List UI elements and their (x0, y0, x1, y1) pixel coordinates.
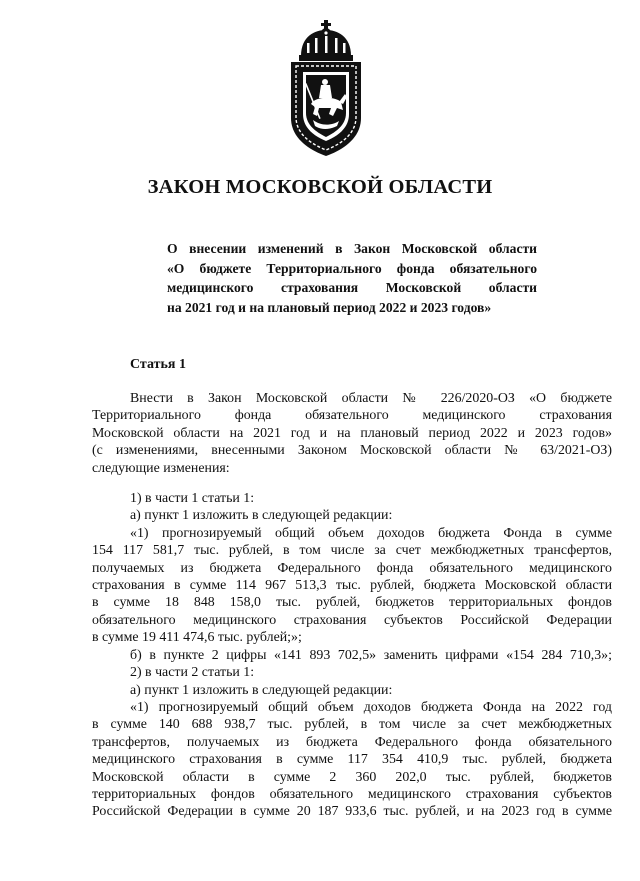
body-line: в сумме 19 411 474,6 тыс. рублей;»; (92, 630, 302, 646)
law-subject (167, 239, 537, 317)
body-line: Территориального фонда обязательного медицинского страхования (92, 408, 612, 424)
subject-line: на 2021 год и на плановый период 2022 и 2023 годов» (167, 299, 492, 315)
article-body (92, 390, 612, 821)
article-heading: Статья 1 (130, 357, 186, 372)
body-line: в сумме 140 688 938,7 тыс. рублей, в том числе за счет межбюджетных (92, 717, 612, 733)
body-line: 1) в части 1 статьи 1: (130, 491, 255, 507)
body-line: б) в пункте 2 цифры «141 893 702,5» заменить цифрами «154 284 710,3»; (130, 647, 612, 663)
subject-line: медицинского страхования Московской области (167, 280, 537, 296)
body-line: обязательного медицинского страхования субъектов Российской Федерации (92, 612, 612, 628)
body-line: в сумме 18 848 158,0 тыс. рублей, бюджетов территориальных фондов (92, 595, 612, 611)
law-title: ЗАКОН МОСКОВСКОЙ ОБЛАСТИ (147, 176, 493, 198)
subject-line: «О бюджете Территориального фонда обязательного (167, 260, 537, 276)
body-line: получаемых из бюджета Федерального фонда обязательного медицинского (92, 560, 612, 576)
body-line: следующие изменения: (92, 460, 230, 476)
body-line: страхования в сумме 114 967 513,3 тыс. рублей, бюджета Московской области (92, 578, 612, 594)
body-line: а) пункт 1 изложить в следующей редакции: (130, 508, 393, 524)
body-line: «1) прогнозируемый общий объем доходов бюджета Фонда в сумме (130, 525, 612, 541)
moscow-oblast-coat-of-arms-icon (285, 18, 367, 158)
body-line: Российской Федерации в сумме 20 187 933,6 тыс. рублей, и на 2023 год в сумме (92, 804, 612, 820)
body-line: Московской области в сумме 2 360 202,0 тыс. рублей, бюджетов (92, 769, 612, 785)
body-line: а) пункт 1 изложить в следующей редакции: (130, 682, 393, 698)
body-line: 154 117 581,7 тыс. рублей, в том числе за счет межбюджетных трансфертов, (92, 543, 612, 559)
subject-line: О внесении изменений в Закон Московской области (167, 241, 537, 256)
body-line: 2) в части 2 статьи 1: (130, 665, 255, 681)
body-line: «1) прогнозируемый общий объем доходов бюджета Фонда на 2022 год (130, 699, 612, 715)
body-line: территориальных фондов обязательного медицинского страхования субъектов (92, 786, 612, 802)
body-line: трансфертов, получаемых из бюджета Федерального фонда обязательного (92, 734, 612, 750)
body-line: медицинского страхования в сумме 117 354 410,9 тыс. рублей, бюджета (92, 752, 612, 768)
body-line: Московской области на 2021 год и на плановый период 2022 и 2023 годов» (92, 425, 612, 441)
body-line: (с изменениями, внесенными Законом Московской области № 63/2021-ОЗ) (92, 443, 612, 459)
body-line: Внести в Закон Московской области № 226/2020-ОЗ «О бюджете (130, 391, 612, 406)
